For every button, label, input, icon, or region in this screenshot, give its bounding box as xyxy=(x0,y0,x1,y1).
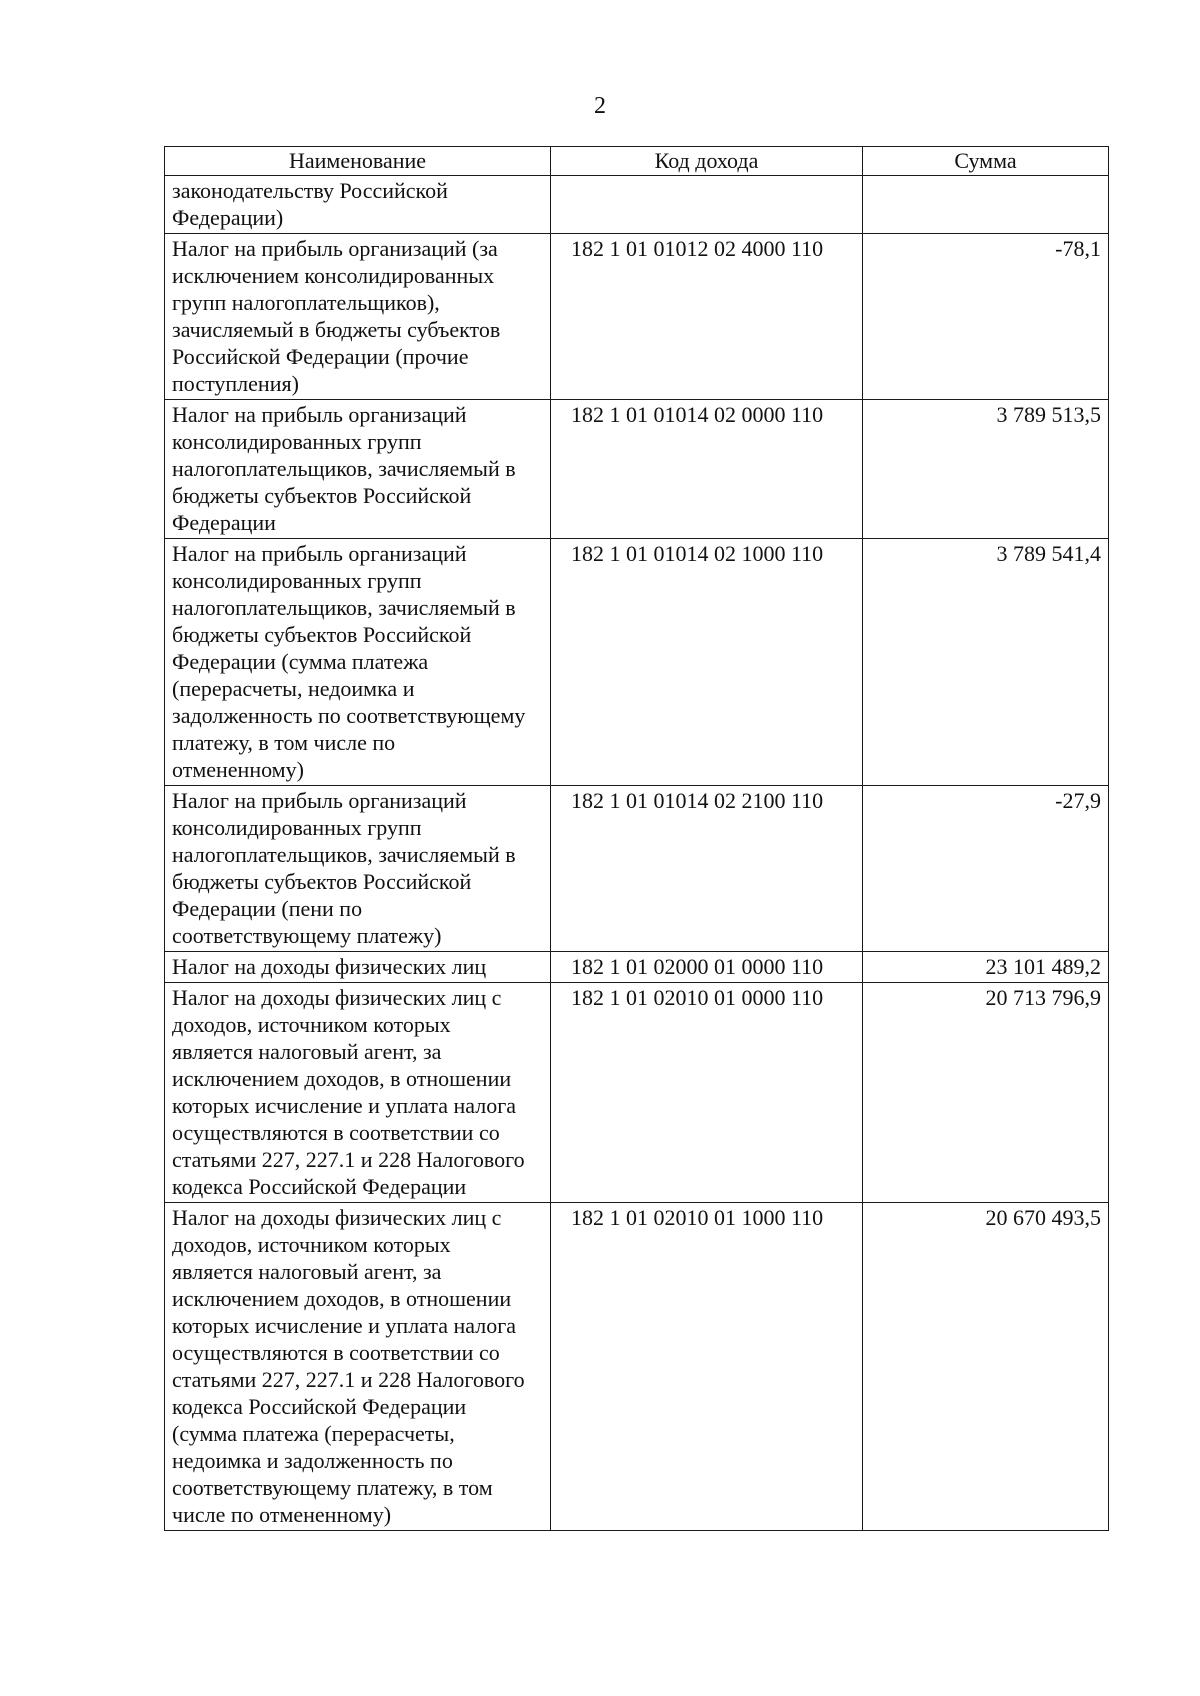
income-name-line: бюджеты субъектов Российской xyxy=(172,869,472,894)
income-name-line: законодательству Российской xyxy=(172,178,448,203)
income-name-line: числе по отмененному) xyxy=(172,1502,392,1527)
income-name-line: платежу, в том числе по xyxy=(172,730,396,755)
amount-cell: 3 789 541,4 xyxy=(863,539,1109,786)
income-code-cell: 182 1 01 01014 02 0000 110 xyxy=(551,400,863,539)
income-name-line: Налог на прибыль организаций (за xyxy=(172,236,498,261)
table-body xyxy=(165,176,1109,1531)
table-row xyxy=(165,786,1109,952)
income-name-line: является налоговый агент, за xyxy=(172,1259,442,1284)
income-name-line: недоимка и задолженность по xyxy=(172,1448,453,1473)
income-name-line: Российской Федерации (прочие xyxy=(172,344,469,369)
income-name-line: зачисляемый в бюджеты субъектов xyxy=(172,317,501,342)
income-name-cell xyxy=(165,176,551,234)
income-name-line: Федерации (пени по xyxy=(172,896,363,921)
income-name-line: кодекса Российской Федерации xyxy=(172,1394,467,1419)
amount-cell: 20 670 493,5 xyxy=(863,1203,1109,1531)
income-name-line: статьями 227, 227.1 и 228 Налогового xyxy=(172,1367,525,1392)
income-name-line: которых исчисление и уплата налога xyxy=(172,1093,517,1118)
income-name-cell xyxy=(165,952,551,983)
income-name-line: налогоплательщиков, зачисляемый в xyxy=(172,595,516,620)
table-row xyxy=(165,1203,1109,1531)
income-name-line: бюджеты субъектов Российской xyxy=(172,622,472,647)
amount-cell xyxy=(863,176,1109,234)
income-name-cell xyxy=(165,786,551,952)
income-name-line: групп налогоплательщиков), xyxy=(172,290,440,315)
income-name-line: консолидированных групп xyxy=(172,815,422,840)
income-code-cell: 182 1 01 02000 01 0000 110 xyxy=(551,952,863,983)
income-name-cell xyxy=(165,539,551,786)
header-sum: Сумма xyxy=(863,147,1109,176)
income-name-cell xyxy=(165,983,551,1203)
income-name-line: Налог на прибыль организаций xyxy=(172,402,467,427)
table-row xyxy=(165,176,1109,234)
income-name-line: кодекса Российской Федерации xyxy=(172,1174,467,1199)
income-name-cell xyxy=(165,234,551,400)
amount-cell: -27,9 xyxy=(863,786,1109,952)
amount-cell: 3 789 513,5 xyxy=(863,400,1109,539)
income-name-line: отмененному) xyxy=(172,757,304,782)
income-name-line: бюджеты субъектов Российской xyxy=(172,483,472,508)
income-name-line: Налог на доходы физических лиц xyxy=(172,954,487,979)
income-code-cell: 182 1 01 01012 02 4000 110 xyxy=(551,234,863,400)
income-name-line: соответствующему платежу) xyxy=(172,923,442,948)
income-name-line: поступления) xyxy=(172,371,299,396)
income-name-cell xyxy=(165,1203,551,1531)
income-name-line: исключением консолидированных xyxy=(172,263,495,288)
income-name-cell xyxy=(165,400,551,539)
income-name-line: осуществляются в соответствии со xyxy=(172,1120,500,1145)
income-name-line: Налог на прибыль организаций xyxy=(172,788,467,813)
income-name-line: (перерасчеты, недоимка и xyxy=(172,676,415,701)
income-code-cell: 182 1 01 02010 01 1000 110 xyxy=(551,1203,863,1531)
table-header xyxy=(165,147,1109,176)
income-name-line: исключением доходов, в отношении xyxy=(172,1066,512,1091)
table-row xyxy=(165,400,1109,539)
income-name-line: Налог на доходы физических лиц с xyxy=(172,1205,502,1230)
page-number: 2 xyxy=(594,93,606,119)
table-row xyxy=(165,983,1109,1203)
income-code-cell: 182 1 01 02010 01 0000 110 xyxy=(551,983,863,1203)
income-name-line: (сумма платежа (перерасчеты, xyxy=(172,1421,455,1446)
income-name-line: которых исчисление и уплата налога xyxy=(172,1313,517,1338)
income-name-line: доходов, источником которых xyxy=(172,1012,451,1037)
table-header-row xyxy=(165,147,1109,176)
table-row xyxy=(165,234,1109,400)
income-name-line: налогоплательщиков, зачисляемый в xyxy=(172,842,516,867)
income-name-line: осуществляются в соответствии со xyxy=(172,1340,500,1365)
revenue-table xyxy=(164,146,1109,1531)
income-name-line: налогоплательщиков, зачисляемый в xyxy=(172,456,516,481)
income-name-line: Федерации xyxy=(172,510,276,535)
income-name-line: консолидированных групп xyxy=(172,429,422,454)
income-name-line: исключением доходов, в отношении xyxy=(172,1286,512,1311)
income-name-line: Налог на доходы физических лиц с xyxy=(172,985,502,1010)
income-name-line: задолженность по соответствующему xyxy=(172,703,526,728)
income-code-cell: 182 1 01 01014 02 1000 110 xyxy=(551,539,863,786)
income-code-cell: 182 1 01 01014 02 2100 110 xyxy=(551,786,863,952)
amount-cell: 20 713 796,9 xyxy=(863,983,1109,1203)
income-name-line: является налоговый агент, за xyxy=(172,1039,442,1064)
amount-cell: -78,1 xyxy=(863,234,1109,400)
income-name-line: Федерации) xyxy=(172,205,284,230)
income-code-cell xyxy=(551,176,863,234)
header-code: Код дохода xyxy=(551,147,863,176)
income-name-line: соответствующему платежу, в том xyxy=(172,1475,493,1500)
income-name-line: доходов, источником которых xyxy=(172,1232,451,1257)
amount-cell: 23 101 489,2 xyxy=(863,952,1109,983)
income-name-line: Федерации (сумма платежа xyxy=(172,649,429,674)
table-row xyxy=(165,952,1109,983)
income-name-line: статьями 227, 227.1 и 228 Налогового xyxy=(172,1147,525,1172)
income-name-line: консолидированных групп xyxy=(172,568,422,593)
table-row xyxy=(165,539,1109,786)
income-name-line: Налог на прибыль организаций xyxy=(172,541,467,566)
header-name: Наименование xyxy=(165,147,551,176)
